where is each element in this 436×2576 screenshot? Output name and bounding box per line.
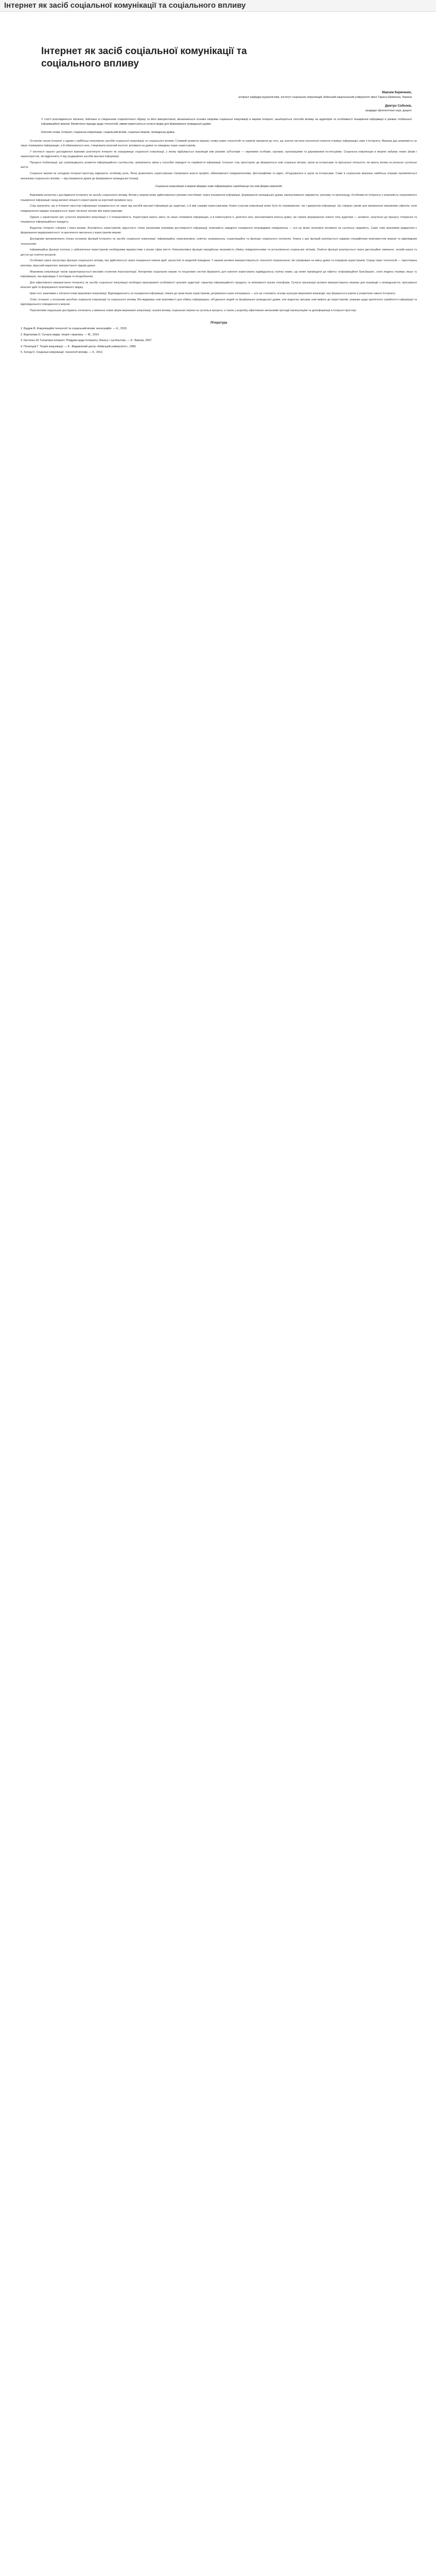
- references-title: Література: [210, 321, 228, 325]
- reference-item: 5. Холод О. Соціальні комунікації: технології впливу. — К., 2012.: [21, 350, 103, 354]
- paragraph: Особливої уваги заслуговує функція соціального впливу, яка здійснюється через поширення певних ідей, цінностей та моделей поведінки. У мережі активно використовуються технології переконання, які спрямовані на зміну думок та поведінки користувачів. Серед таких технологій — таргетована реклама, вірусний маркетинг, використання лідерів думок.: [21, 259, 417, 267]
- author-2-role: кандидат філологічних наук, доцент: [365, 109, 412, 112]
- paragraph: Для ефективного використання Інтернету як засобу соціальної комунікації необхідно враховувати особливості цільової аудиторії, характер інформаційного продукту та можливості різних платформ. Сучасні організації активно використовують мережу для взаємодії з громадськістю, просування власних ідей та формування позитивного іміджу.: [21, 281, 417, 290]
- paragraph: Перспективи подальших досліджень полягають у вивченні нових форм мережевої комунікації, аналізі впливу соціальних мереж на суспільні процеси, а також у розробці ефективних механізмів протидії маніпуляціям та дезінформації в Інтернет-просторі.: [30, 309, 357, 312]
- paragraph: У контексті нашого дослідження важливо розглянути Інтернет як середовище соціальної комунікації, у якому відбувається взаємодія між різними суб'єктами — окремими особами, групами, організаціями та державними інституціями. Соціальна комунікація в мережі набуває нових форм і характеристик, які відрізняють її від традиційних засобів масової інформації.: [21, 150, 417, 159]
- abstract: У статті розглядаються питання, пов'язані зі створенням соціологічного образу та його використання; визначаються основні напрями соціальної комунікації в мережі Інтернет; аналізуються способи впливу на аудиторію та особливості поширення інформації в умовах глобальної інформаційної мережі. Висвітлено підходи щодо технологій, якими користуються сучасні медіа для формування громадської думки.: [41, 117, 412, 126]
- paragraph: Водночас Інтернет створює і певні ризики. Анонімність користувачів, відсутність чітких механізмів перевірки достовірності інформації, можливість швидкого поширення неправдивих повідомлень — усе це може негативно впливати на суспільну свідомість. Саме тому важливим завданням є формування медіаграмотності та критичного мислення у користувачів мережі.: [21, 226, 417, 235]
- header-bar: [0, 0, 436, 12]
- document-page: [21, 16, 417, 356]
- paragraph: Крім того, важливим є питання етики мережевої комунікації. Відповідальність за поширення інформації, повага до прав інших користувачів, дотримання норм спілкування — усе це становить основу культури мережевої взаємодії, яка формується разом із розвитком самого Інтернету.: [30, 292, 396, 295]
- body-section-1: [21, 139, 417, 182]
- reference-item: 4. Почепцов Г. Теорія комунікації. — К.: Видавничий центр «Київський університет», 1999.: [21, 345, 136, 348]
- paragraph: Інформаційна функція полягає у забезпеченні користувачів необхідними відомостями з різних сфер життя. Комунікативна функція передбачає можливість обміну повідомленнями та встановлення соціальних зв'язків. Освітня функція реалізується через дистанційне навчання, онлайн-курси та доступ до освітніх ресурсів.: [21, 248, 417, 257]
- author-1-name: Максим Кириченко,: [382, 91, 412, 94]
- body-section-2: [21, 193, 417, 313]
- paragraph: Отже, Інтернет є потужним засобом соціальної комунікації та соціального впливу. Він відкриває нові можливості для обміну інформацією, об'єднання людей та формування громадської думки, але водночас висуває нові вимоги до користувачів, зокрема щодо критичного сприйняття інформації та відповідального поводження в мережі.: [21, 298, 417, 307]
- paragraph: Дослідники виокремлюють кілька основних функцій Інтернету як засобу соціальної комунікації: інформаційну, комунікативну, освітню, розважальну, соціалізаційну та функцію соціального контролю. Кожна з цих функцій реалізується завдяки специфічним можливостям мережі та відповідним технологіям.: [21, 238, 417, 246]
- author-2-name: Дмитро Соболев,: [385, 104, 412, 108]
- reference-item: 2. Вартанова О. Сучасні медіа: теорія і практика. — М., 2014.: [21, 333, 100, 336]
- author-2: [21, 104, 412, 113]
- author-1: [21, 91, 412, 100]
- article-title: Інтернет як засіб соціальної комунікації та соціального впливу: [41, 46, 247, 69]
- paragraph: Соціальні мережі як складова Інтернет-простору відіграють особливу роль. Вони дозволяють користувачам створювати власні профілі, обмінюватися повідомленнями, фотографіями та відео, об'єднуватися в групи за інтересами. Саме в соціальних мережах найбільш яскраво проявляються механізми соціального впливу — від поширення думок до формування громадської позиції.: [21, 172, 417, 180]
- paragraph: Останнім часом Інтернет є одним з найбільш популярних засобів соціальної комунікації та соціального впливу. Стрімкий розвиток мережі, поява нових технологій та сервісів призвели до того, що значна частина населення планети отримує інформацію саме з Інтернету. Мережа дає можливість не лише отримувати інформацію, а й обмінюватися нею, створювати власний контент, впливати на думки та поведінку інших користувачів.: [21, 139, 417, 148]
- keywords: Ключові слова: Інтернет, соціальна комунікація, соціальний вплив, соціальні мережі, громадська думка.: [41, 130, 176, 134]
- paragraph: Процеси глобалізації, що супроводжують розвиток інформаційного суспільства, зумовлюють зміни у способах передачі та сприйняття інформації. Інтернет стає простором, де формуються нові соціальні зв'язки, групи за інтересами та віртуальні спільноти, які мають вплив на реальне суспільне життя.: [21, 161, 417, 170]
- paragraph: Слід зазначити, що в Інтернет-просторі інформація поширюється не лише від засобів масової інформації до аудиторії, а й між самими користувачами. Кожен учасник комунікації може бути як отримувачем, так і джерелом інформації. Це створює умови для виникнення мережевих ефектів, коли повідомлення швидко поширюється через численні зв'язки між користувачами.: [21, 205, 417, 213]
- header-title: Інтернет як засіб соціальної комунікації та соціального впливу: [4, 1, 246, 10]
- paragraph: Мережева комунікація також характеризується високим ступенем персоналізації. Алгоритми соціальних мереж та пошукових систем формують для кожного користувача індивідуальну стрічку новин, що може призводити до ефекту «інформаційної бульбашки», коли людина отримує лише ту інформацію, яка відповідає її поглядам та вподобанням.: [21, 270, 417, 279]
- paragraph: Важливим аспектом є дослідження Інтернету як засобу соціального впливу. Вплив у мережі може здійснюватися різними способами: через поширення інформації, формування громадської думки, маніпулювання свідомістю, рекламу та пропаганду. Особливістю Інтернету є можливість оперативного поширення інформації серед великої кількості користувачів за короткий проміжок часу.: [21, 194, 417, 202]
- paragraph: Однією з характерних рис сучасної мережевої комунікації є її інтерактивність. Користувачі мають змогу не лише споживати інформацію, а й коментувати її, ділитися нею, висловлювати власну думку. Це сприяє формуванню нового типу аудиторії — активної, залученої до процесу створення та поширення інформаційного продукту.: [21, 215, 417, 224]
- author-1-role: аспірант кафедри журналістики, Інститут соціальних комунікацій, Київський національний університет імені Тараса Шевченка, Україна: [238, 95, 412, 99]
- center-note: Соціальна комунікація в мережі формує нове інформаційне середовище та нові форми взаємодії.: [155, 185, 283, 189]
- reference-item: 1. Бурдяк В. Комунікаційні технології та соціальний вплив: монографія. — К., 2015.: [21, 327, 128, 331]
- references-list: [21, 327, 417, 355]
- reference-item: 3. Кастельс М. Галактика Інтернет: Роздуми щодо Інтернету, бізнесу і суспільства. — К.: Ваклер, 2007.: [21, 339, 152, 343]
